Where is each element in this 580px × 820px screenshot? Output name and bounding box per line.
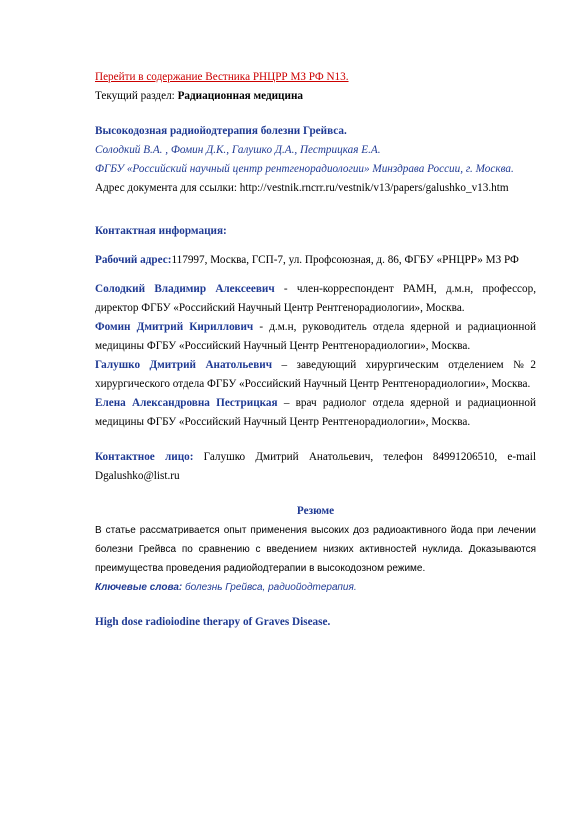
person-description: - д.м.н, руководитель отдела ядерной и радиационной медицины ФГБУ «Российский Научный Центр Рентгенорадиологии», Москва. [95,321,536,352]
keywords-value: болезнь Грейвса, радиойодтерапия. [182,582,357,593]
keywords-line [95,578,536,597]
person-entry [95,394,536,432]
document-address-url: http://vestnik.rncrr.ru/vestnik/v13/papers/galushko_v13.htm [239,182,509,194]
current-section-name: Радиационная медицина [177,90,303,102]
person-entry [95,318,536,356]
article-title: Высокодозная радиойодтерапия болезни Грейвса. [95,125,347,137]
contacts-heading: Контактная информация: [95,225,227,237]
person-name: Солодкий Владимир Алексеевич [95,283,275,295]
person-description: – врач радиолог отдела ядерной и радиационной медицины ФГБУ «Российский Научный Центр Рентгенорадиологии», Москва. [95,397,536,428]
summary-text: В статье рассматривается опыт применения высоких доз радиоактивного йода при лечении болезни Грейвса по сравнению с введением низких активностей нуклида. Доказываются преимущества проведения радиойодтерапии в высокодозном режиме. [95,525,536,574]
english-title: High dose radioiodine therapy of Graves Disease. [95,616,331,628]
keywords-label: Ключевые слова: [95,582,183,593]
article-authors: Солодкий В.А. , Фомин Д.К., Галушко Д.А., Пестрицкая Е.А. [95,144,381,156]
work-address [95,251,536,270]
current-section-line [95,87,536,106]
person-name: Галушко Дмитрий Анатольевич [95,359,273,371]
journal-contents-link[interactable]: Перейти в содержание Вестника РНЦРР МЗ РФ N13. [95,71,349,83]
document-address-label: Адрес документа для ссылки: [95,182,240,194]
current-section-label: Текущий раздел: [95,90,178,102]
contact-person-label: Контактное лицо: [95,451,194,463]
person-description: – заведующий хирургическим отделением №2 хирургического отдела ФГБУ «Российский Научный Центр Рентгенорадиологии», Москва. [95,359,536,390]
article-affiliation: ФГБУ «Российский научный центр рентгенорадиологии» Минздрава России, г. Москва. [95,163,514,175]
person-entry [95,356,536,394]
work-address-value: 117997, Москва, ГСП-7, ул. Профсоюзная, д. 86, ФГБУ «РНЦРР» МЗ РФ [171,254,519,266]
summary-heading: Резюме [296,505,335,517]
person-description: - член-корреспондент РАМН, д.м.н, профессор, директор ФГБУ «Российский Научный Центр Рентгенорадиологии», Москва. [95,283,536,314]
person-name: Фомин Дмитрий Кириллович [95,321,254,333]
document-page [95,68,536,632]
work-address-label: Рабочий адрес: [95,254,172,266]
person-name: Елена Александровна Пестрицкая [95,397,278,409]
contact-person-value: Галушко Дмитрий Анатольевич, телефон 84991206510, e-mail Dgalushko@list.ru [95,451,536,482]
contact-person [95,448,536,486]
journal-contents-link-line [95,68,536,87]
document-address-line [95,179,536,198]
person-entry [95,280,536,318]
